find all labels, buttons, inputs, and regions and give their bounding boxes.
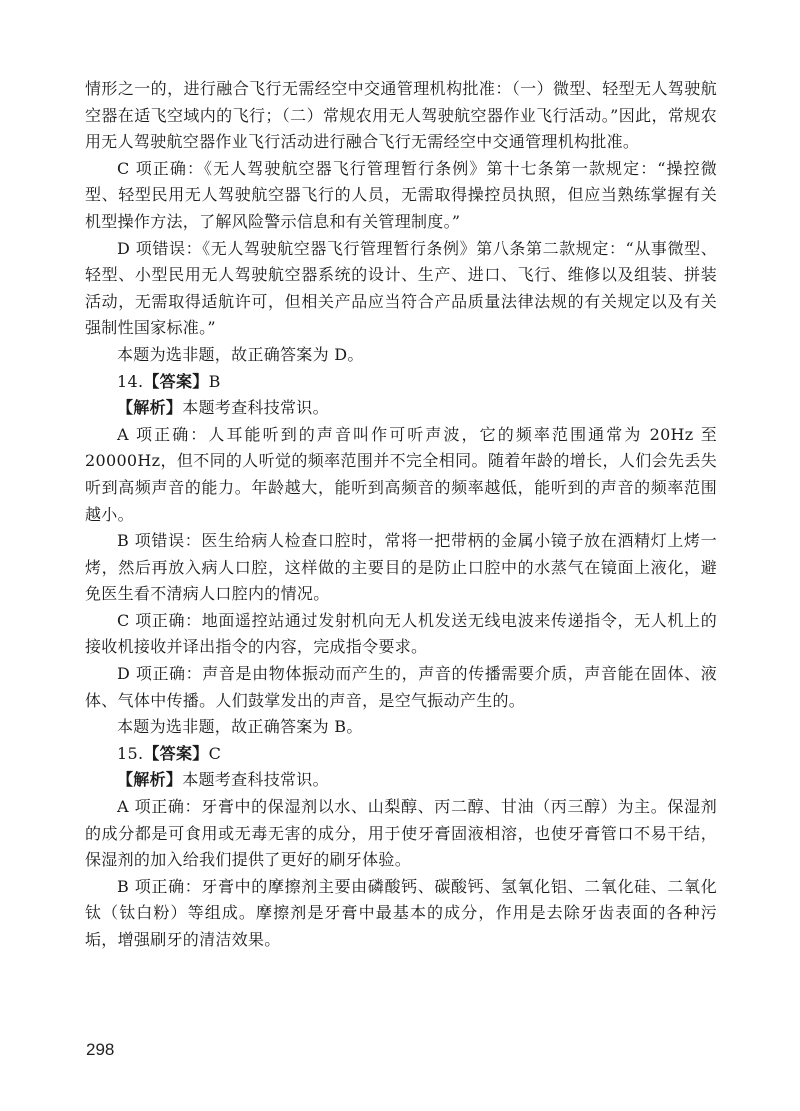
- paragraph-option-b: B 项错误：医生给病人检查口腔时，常将一把带柄的金属小镜子放在酒精灯上烤一烤，然后再放入病人口腔，这样做的主要目的是防止口腔中的水蒸气在镜面上液化，避免医生看不清病人口腔内的情况。: [85, 531, 717, 604]
- analysis-text: 本题考查科技常识。: [182, 398, 329, 418]
- analysis-line-15: [85, 767, 717, 794]
- paragraph-conclusion: 本题为选非题，故正确答案为 D。: [117, 344, 364, 364]
- paragraph-continuation: 情形之一的，进行融合飞行无需经空中交通管理机构批准：（一）微型、轻型无人驾驶航空器在适飞空域内的飞行；（二）常规农用无人驾驶航空器作业飞行活动。”因此，常规农用无人驾驶航空器作业飞行活动进行融合飞行无需经空中交通管理机构批准。: [85, 79, 717, 152]
- page-number: 298: [86, 1040, 115, 1059]
- answer-line-15: [85, 741, 717, 768]
- paragraph-option-d: D 项错误：《无人驾驶航空器飞行管理暂行条例》第八条第二款规定：“从事微型、轻型、小型民用无人驾驶航空器系统的设计、生产、进口、飞行、维修以及组装、拼装活动，无需取得适航许可，但相关产品应当符合产品质量法律法规的有关规定以及有关强制性国家标准。”: [85, 238, 717, 338]
- answer-label: 【答案】: [143, 743, 209, 763]
- question-number: 15.: [117, 743, 144, 763]
- analysis-label: 【解析】: [117, 770, 183, 790]
- analysis-label: 【解析】: [117, 398, 183, 418]
- paragraph-option-d: D 项正确：声音是由物体振动而产生的，声音的传播需要介质，声音能在固体、液体、气体中传播。人们鼓掌发出的声音，是空气振动产生的。: [85, 664, 717, 710]
- answer-value: B: [208, 371, 221, 391]
- answer-value: C: [208, 743, 222, 763]
- analysis-text: 本题考查科技常识。: [182, 770, 329, 790]
- paragraph-option-b: B 项正确：牙膏中的摩擦剂主要由磷酸钙、碳酸钙、氢氧化铝、二氧化硅、二氧化钛（钛白粉）等组成。摩擦剂是牙膏中最基本的成分，作用是去除牙齿表面的各种污垢，增强刷牙的清洁效果。: [85, 876, 717, 949]
- paragraph-option-c: C 项正确：《无人驾驶航空器飞行管理暂行条例》第十七条第一款规定：“操控微型、轻型民用无人驾驶航空器飞行的人员，无需取得操控员执照，但应当熟练掌握有关机型操作方法，了解风险警示信息和有关管理制度。”: [85, 158, 717, 231]
- answer-line-14: [85, 369, 717, 396]
- paragraph-option-a: A 项正确：牙膏中的保湿剂以水、山梨醇、丙二醇、甘油（丙三醇）为主。保湿剂的成分都是可食用或无毒无害的成分，用于使牙膏固液相溶，也使牙膏管口不易干结，保湿剂的加入给我们提供了更好的刷牙体验。: [85, 797, 717, 870]
- paragraph-option-a: A 项正确：人耳能听到的声音叫作可听声波，它的频率范围通常为 20Hz 至 20000Hz，但不同的人听觉的频率范围并不完全相同。随着年龄的增长，人们会先丢失听到高频声音的能力。年龄越大，能听到高频音的频率越低，能听到的声音的频率范围越小。: [85, 424, 717, 524]
- answer-label: 【答案】: [143, 371, 209, 391]
- paragraph-option-c: C 项正确：地面遥控站通过发射机向无人机发送无线电波来传递指令，无人机上的接收机接收并译出指令的内容，完成指令要求。: [85, 610, 717, 657]
- question-number: 14.: [117, 371, 144, 391]
- document-body: [85, 76, 717, 954]
- analysis-line-14: [85, 395, 717, 422]
- paragraph-conclusion: 本题为选非题，故正确答案为 B。: [117, 717, 363, 737]
